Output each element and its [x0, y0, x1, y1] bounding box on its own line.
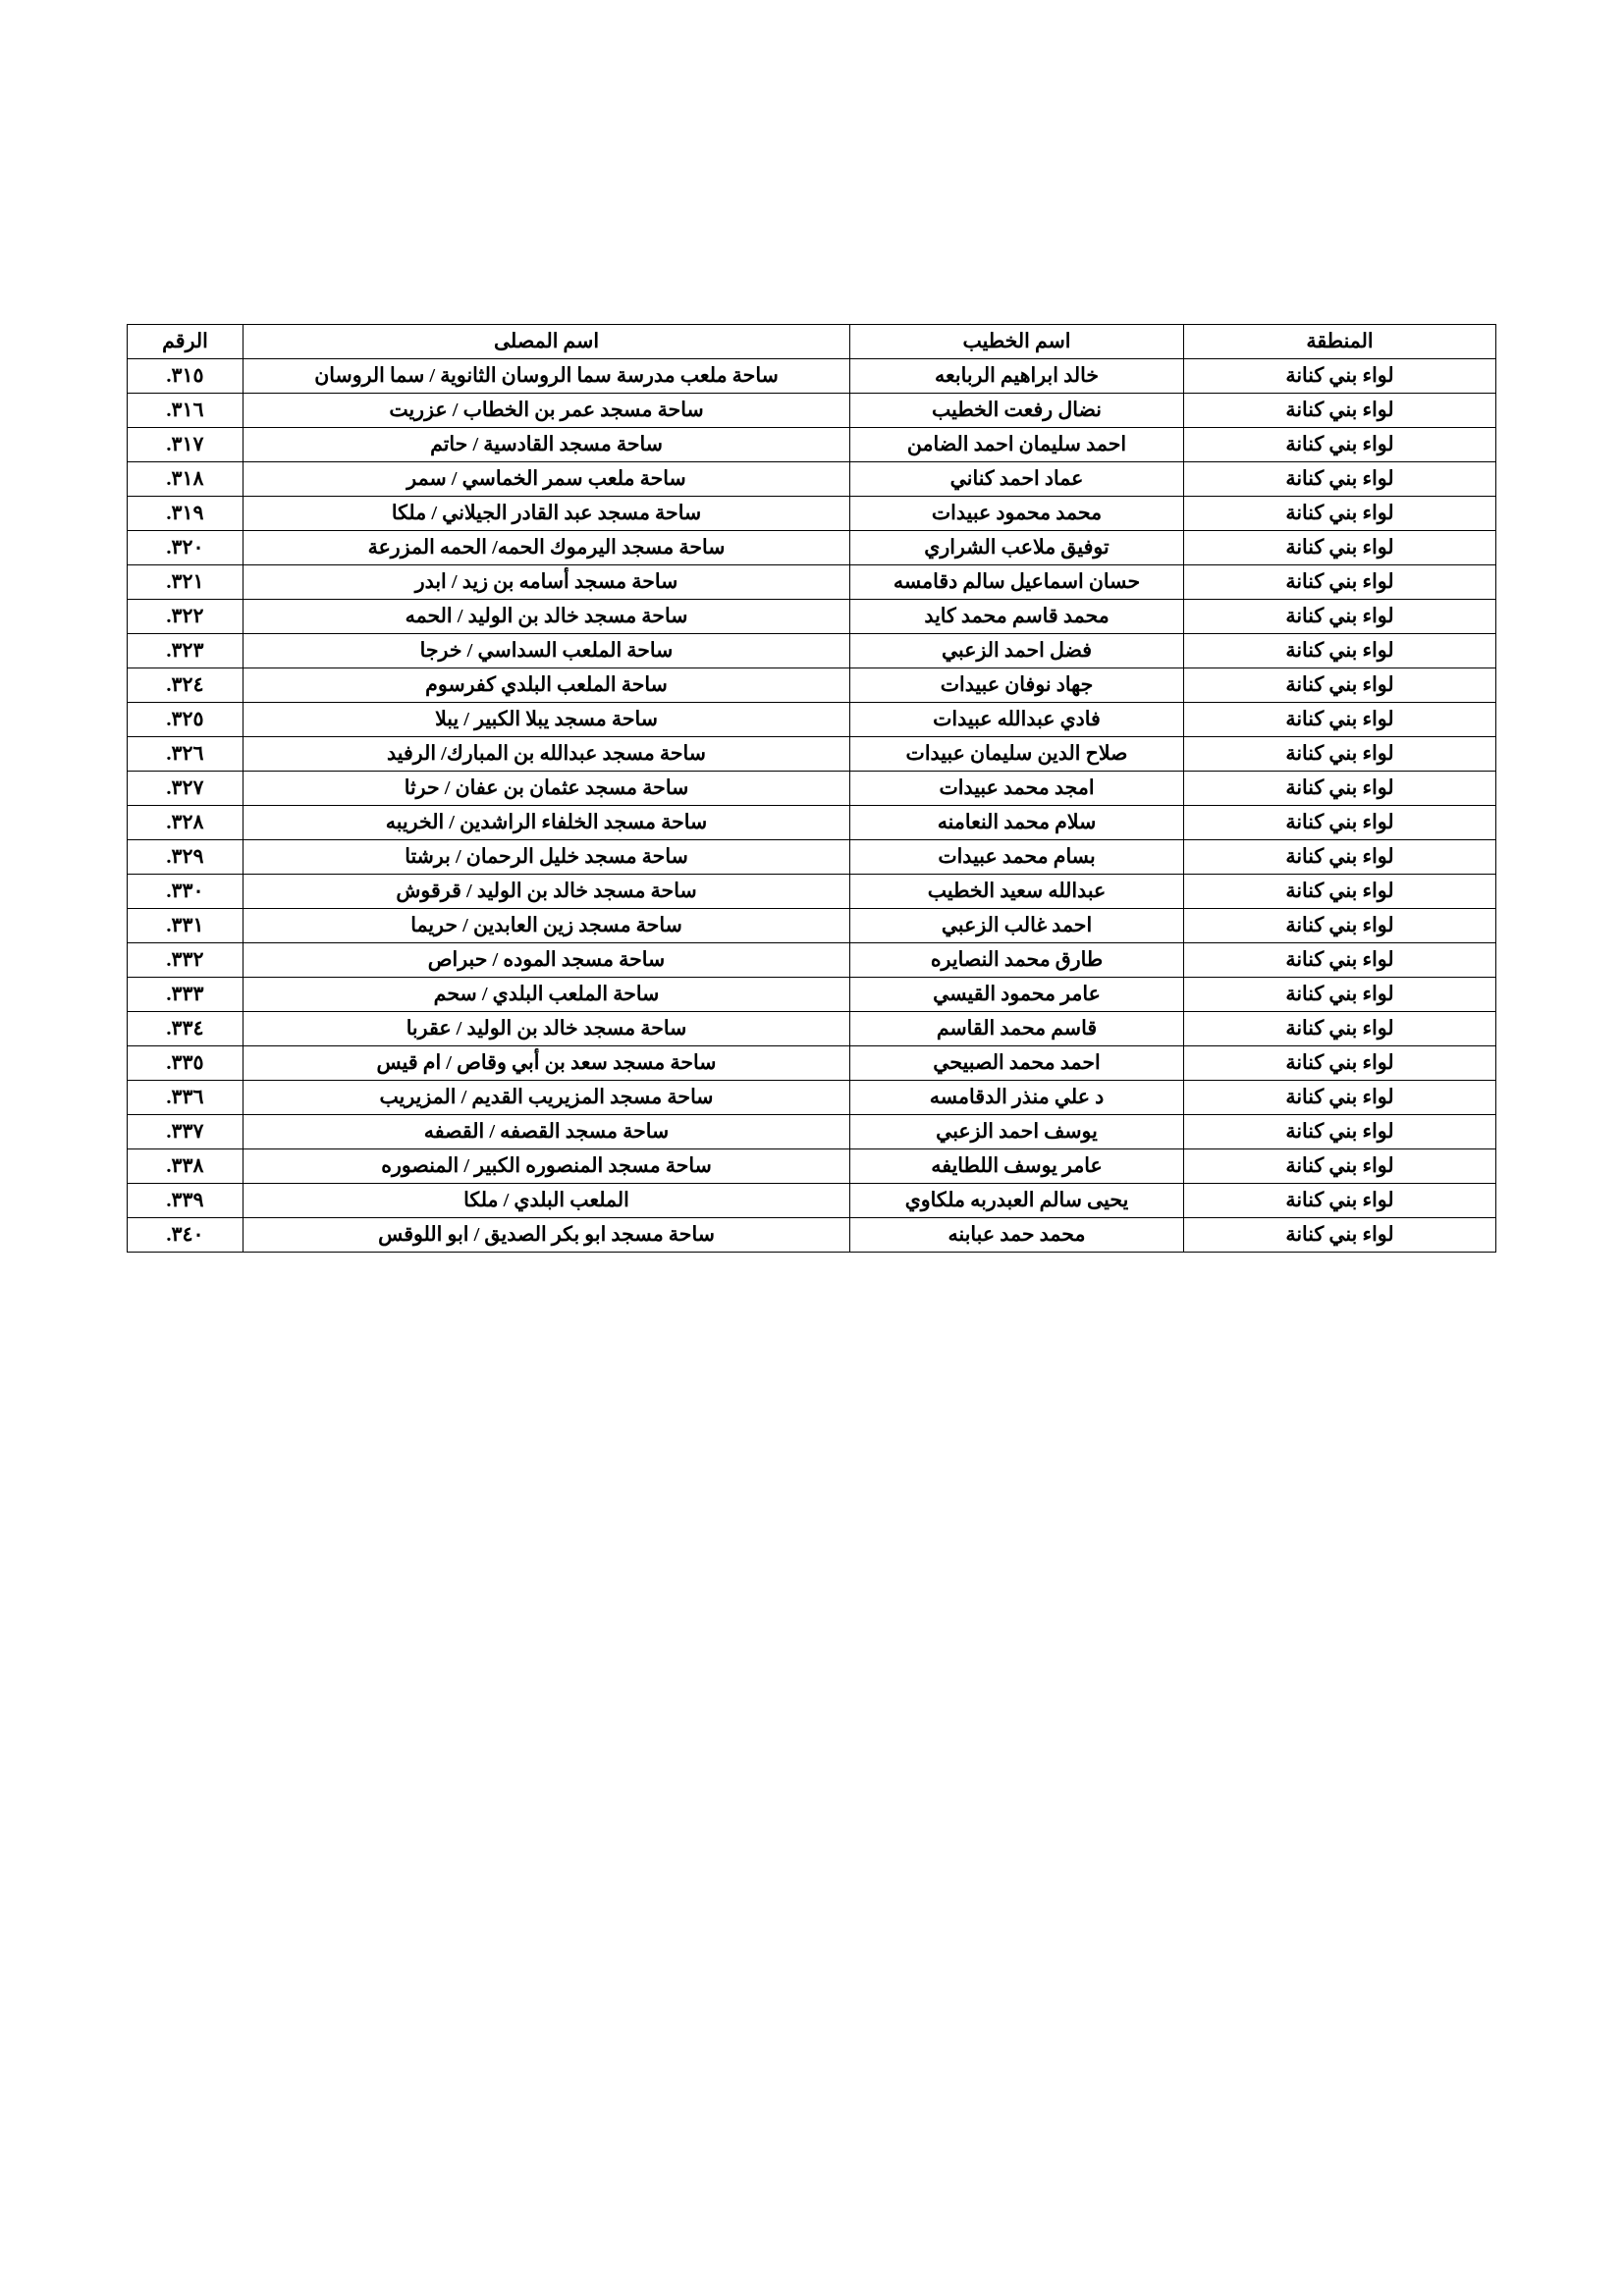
cell-mosque: ساحة مسجد أسامه بن زيد / ابدر: [244, 565, 850, 600]
table-row: [128, 703, 1496, 737]
cell-preacher: توفيق ملاعب الشراري: [850, 531, 1184, 565]
cell-preacher: نضال رفعت الخطيب: [850, 394, 1184, 428]
table-row: [128, 1046, 1496, 1081]
cell-preacher: فادي عبدالله عبيدات: [850, 703, 1184, 737]
cell-area: لواء بني كنانة: [1184, 668, 1496, 703]
table-row: [128, 943, 1496, 978]
cell-area: لواء بني كنانة: [1184, 943, 1496, 978]
cell-area: لواء بني كنانة: [1184, 462, 1496, 497]
column-header-area: المنطقة: [1184, 325, 1496, 359]
cell-number: ٣١٧.: [128, 428, 244, 462]
cell-area: لواء بني كنانة: [1184, 1184, 1496, 1218]
cell-number: ٣٣٩.: [128, 1184, 244, 1218]
cell-number: ٣٢٤.: [128, 668, 244, 703]
cell-preacher: بسام محمد عبيدات: [850, 840, 1184, 875]
cell-mosque: ساحة الملعب السداسي / خرجا: [244, 634, 850, 668]
cell-area: لواء بني كنانة: [1184, 1115, 1496, 1149]
table-row: [128, 497, 1496, 531]
table-header-row: [128, 325, 1496, 359]
cell-area: لواء بني كنانة: [1184, 1046, 1496, 1081]
cell-area: لواء بني كنانة: [1184, 359, 1496, 394]
cell-preacher: يوسف احمد الزعبي: [850, 1115, 1184, 1149]
cell-number: ٣٤٠.: [128, 1218, 244, 1253]
table-container: [128, 324, 1496, 1253]
cell-mosque: ساحة مسجد المزيريب القديم / المزيريب: [244, 1081, 850, 1115]
cell-mosque: ساحة ملعب سمر الخماسي / سمر: [244, 462, 850, 497]
table-row: [128, 428, 1496, 462]
cell-preacher: يحيى سالم العبدربه ملكاوي: [850, 1184, 1184, 1218]
cell-number: ٣٢٩.: [128, 840, 244, 875]
cell-preacher: خالد ابراهيم الربابعه: [850, 359, 1184, 394]
cell-number: ٣٢٢.: [128, 600, 244, 634]
cell-mosque: ساحة مسجد عثمان بن عفان / حرثا: [244, 772, 850, 806]
cell-preacher: حسان اسماعيل سالم دقامسه: [850, 565, 1184, 600]
cell-number: ٣٢٨.: [128, 806, 244, 840]
cell-preacher: د علي منذر الدقامسه: [850, 1081, 1184, 1115]
cell-area: لواء بني كنانة: [1184, 1081, 1496, 1115]
cell-preacher: احمد غالب الزعبي: [850, 909, 1184, 943]
cell-number: ٣٣٨.: [128, 1149, 244, 1184]
cell-area: لواء بني كنانة: [1184, 634, 1496, 668]
table-row: [128, 1149, 1496, 1184]
cell-mosque: ساحة مسجد خالد بن الوليد / قرقوش: [244, 875, 850, 909]
column-header-number: الرقم: [128, 325, 244, 359]
table-row: [128, 1184, 1496, 1218]
cell-area: لواء بني كنانة: [1184, 394, 1496, 428]
cell-area: لواء بني كنانة: [1184, 806, 1496, 840]
cell-number: ٣١٩.: [128, 497, 244, 531]
cell-number: ٣٢٦.: [128, 737, 244, 772]
cell-preacher: عامر محمود القيسي: [850, 978, 1184, 1012]
cell-number: ٣٢٠.: [128, 531, 244, 565]
cell-preacher: عامر يوسف اللطايفه: [850, 1149, 1184, 1184]
table-row: [128, 394, 1496, 428]
cell-preacher: احمد سليمان احمد الضامن: [850, 428, 1184, 462]
cell-mosque: ساحة مسجد خالد بن الوليد / الحمه: [244, 600, 850, 634]
cell-area: لواء بني كنانة: [1184, 840, 1496, 875]
table-row: [128, 1081, 1496, 1115]
cell-number: ٣٢١.: [128, 565, 244, 600]
cell-area: لواء بني كنانة: [1184, 772, 1496, 806]
cell-mosque: ساحة مسجد المنصوره الكبير / المنصوره: [244, 1149, 850, 1184]
table-body: [128, 359, 1496, 1253]
cell-preacher: قاسم محمد القاسم: [850, 1012, 1184, 1046]
cell-mosque: ساحة مسجد خليل الرحمان / برشتا: [244, 840, 850, 875]
cell-preacher: طارق محمد النصايره: [850, 943, 1184, 978]
cell-mosque: ساحة مسجد يبلا الكبير / يبلا: [244, 703, 850, 737]
cell-mosque: ساحة مسجد عبدالله بن المبارك/ الرفيد: [244, 737, 850, 772]
cell-area: لواء بني كنانة: [1184, 737, 1496, 772]
cell-mosque: ساحة مسجد ابو بكر الصديق / ابو اللوقس: [244, 1218, 850, 1253]
cell-mosque: ساحة مسجد القصفه / القصفه: [244, 1115, 850, 1149]
table-row: [128, 1115, 1496, 1149]
cell-preacher: فضل احمد الزعبي: [850, 634, 1184, 668]
cell-area: لواء بني كنانة: [1184, 600, 1496, 634]
cell-mosque: ساحة مسجد اليرموك الحمه/ الحمه المزرعة: [244, 531, 850, 565]
cell-number: ٣٣٣.: [128, 978, 244, 1012]
column-header-preacher: اسم الخطيب: [850, 325, 1184, 359]
cell-area: لواء بني كنانة: [1184, 703, 1496, 737]
cell-mosque: ساحة مسجد عبد القادر الجيلاني / ملكا: [244, 497, 850, 531]
cell-number: ٣٣٧.: [128, 1115, 244, 1149]
cell-area: لواء بني كنانة: [1184, 1149, 1496, 1184]
cell-preacher: محمد محمود عبيدات: [850, 497, 1184, 531]
column-header-mosque: اسم المصلى: [244, 325, 850, 359]
preachers-table: [127, 324, 1496, 1253]
cell-number: ٣٢٣.: [128, 634, 244, 668]
cell-mosque: الملعب البلدي / ملكا: [244, 1184, 850, 1218]
cell-area: لواء بني كنانة: [1184, 497, 1496, 531]
cell-number: ٣٣٦.: [128, 1081, 244, 1115]
cell-mosque: ساحة مسجد الخلفاء الراشدين / الخريبه: [244, 806, 850, 840]
table-row: [128, 978, 1496, 1012]
table-row: [128, 531, 1496, 565]
cell-preacher: امجد محمد عبيدات: [850, 772, 1184, 806]
cell-number: ٣٣٥.: [128, 1046, 244, 1081]
cell-area: لواء بني كنانة: [1184, 978, 1496, 1012]
cell-area: لواء بني كنانة: [1184, 1218, 1496, 1253]
cell-preacher: صلاح الدين سليمان عبيدات: [850, 737, 1184, 772]
cell-mosque: ساحة مسجد سعد بن أبي وقاص / ام قيس: [244, 1046, 850, 1081]
cell-area: لواء بني كنانة: [1184, 909, 1496, 943]
cell-preacher: عبدالله سعيد الخطيب: [850, 875, 1184, 909]
cell-preacher: احمد محمد الصبيحي: [850, 1046, 1184, 1081]
cell-area: لواء بني كنانة: [1184, 565, 1496, 600]
cell-preacher: محمد قاسم محمد كايد: [850, 600, 1184, 634]
table-row: [128, 1218, 1496, 1253]
table-row: [128, 462, 1496, 497]
cell-number: ٣١٥.: [128, 359, 244, 394]
cell-area: لواء بني كنانة: [1184, 428, 1496, 462]
cell-mosque: ساحة مسجد خالد بن الوليد / عقربا: [244, 1012, 850, 1046]
table-row: [128, 737, 1496, 772]
table-row: [128, 600, 1496, 634]
cell-mosque: ساحة مسجد زين العابدين / حريما: [244, 909, 850, 943]
cell-mosque: ساحة ملعب مدرسة سما الروسان الثانوية / سما الروسان: [244, 359, 850, 394]
cell-number: ٣٣٢.: [128, 943, 244, 978]
cell-area: لواء بني كنانة: [1184, 875, 1496, 909]
table-row: [128, 772, 1496, 806]
cell-preacher: جهاد نوفان عبيدات: [850, 668, 1184, 703]
cell-mosque: ساحة الملعب البلدي / سحم: [244, 978, 850, 1012]
cell-area: لواء بني كنانة: [1184, 1012, 1496, 1046]
cell-preacher: عماد احمد كناني: [850, 462, 1184, 497]
cell-preacher: سلام محمد النعامنه: [850, 806, 1184, 840]
cell-number: ٣٣٠.: [128, 875, 244, 909]
cell-number: ٣٣١.: [128, 909, 244, 943]
cell-preacher: محمد حمد عبابنه: [850, 1218, 1184, 1253]
cell-number: ٣١٦.: [128, 394, 244, 428]
table-header: [128, 325, 1496, 359]
cell-mosque: ساحة مسجد عمر بن الخطاب / عزريت: [244, 394, 850, 428]
table-row: [128, 668, 1496, 703]
cell-mosque: ساحة مسجد الموده / حبراص: [244, 943, 850, 978]
table-row: [128, 359, 1496, 394]
table-row: [128, 909, 1496, 943]
cell-area: لواء بني كنانة: [1184, 531, 1496, 565]
table-row: [128, 840, 1496, 875]
table-row: [128, 565, 1496, 600]
table-row: [128, 634, 1496, 668]
cell-mosque: ساحة مسجد القادسية / حاتم: [244, 428, 850, 462]
cell-number: ٣٢٧.: [128, 772, 244, 806]
cell-mosque: ساحة الملعب البلدي كفرسوم: [244, 668, 850, 703]
cell-number: ٣٣٤.: [128, 1012, 244, 1046]
cell-number: ٣٢٥.: [128, 703, 244, 737]
table-row: [128, 806, 1496, 840]
table-row: [128, 875, 1496, 909]
cell-number: ٣١٨.: [128, 462, 244, 497]
table-row: [128, 1012, 1496, 1046]
